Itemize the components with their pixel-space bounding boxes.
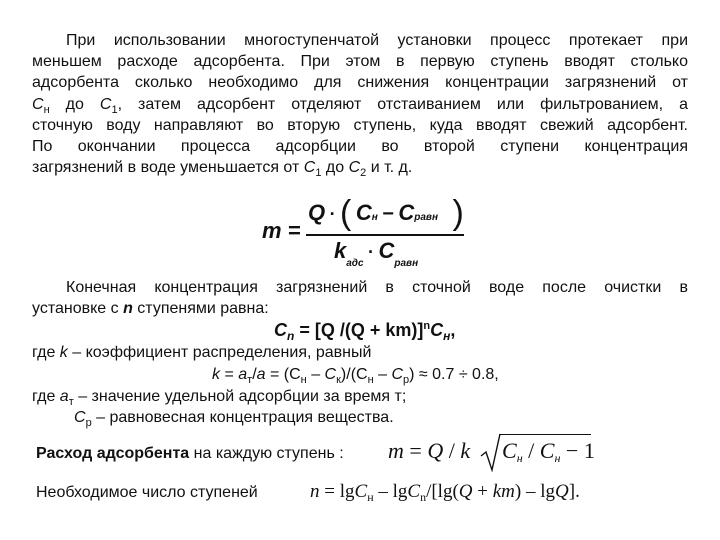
text-line: меньшем расходе адсорбента. При этом в первую ступень вводят столько: [32, 53, 688, 71]
formula-numerator: Q · ( Cн − Cравн ): [308, 194, 464, 232]
consumption-label: Расход адсорбента на каждую ступень :: [36, 445, 344, 462]
paragraph-intro: [32, 30, 688, 178]
formula-denominator: $k_{адс} \cdot C_{равн}$: [334, 238, 419, 269]
sqrt-icon: [480, 432, 502, 472]
paragraph-final-concentration: [32, 277, 688, 319]
stages-formula: n = lgC$_н$ – lgC$_n$/[lg(Q + km) – lgQ].: [310, 481, 580, 504]
text-line: загрязнений в воде уменьшается от $С_1$ до $С_2$ и т. д.: [32, 159, 413, 180]
k-formula: $k = a_т/a = (С_н - С_к)/(С_н - С_р) \approx 0.7 \div 0.8$,: [212, 366, 499, 386]
text-line: сточную воду направляют во вторую ступень, куда вводят свежий адсорбент.: [32, 116, 688, 134]
consumption-formula: m = Q / k $C_н / C_н - 1$: [388, 432, 598, 472]
definition-c-p: $С_р$ – равновесная концентрация вещества.: [74, 409, 394, 429]
text-line: $С_н$ до $С_1$, затем адсорбент отделяют отстаиванием или фильтрованием, а: [32, 95, 689, 116]
sqrt-bar: [499, 434, 591, 435]
definition-k: где k – коэффициент распределения, равный: [32, 344, 372, 361]
formula-lhs: m =: [262, 218, 301, 243]
text-line: установке с n ступенями равна:: [32, 300, 269, 318]
stages-label: Необходимое число ступеней: [36, 484, 258, 501]
definition-a-t: где $a_т$ – значение удельной адсорбции за время т;: [32, 388, 407, 408]
final-concentration-formula: $C_n = [Q$ $/(Q + km)]^nC_н$,: [274, 320, 456, 343]
text-line: Конечная концентрация загрязнений в сточной воде после очистки в: [66, 279, 688, 296]
text-line: При использовании многоступенчатой установки процесс протекает при: [66, 32, 688, 49]
text-line: По окончании процесса адсорбции во второй ступени концентрация: [32, 138, 688, 156]
dose-formula: [258, 192, 478, 272]
text-line: адсорбента сколько необходимо для снижения концентрации загрязнений от: [32, 74, 688, 92]
fraction-bar: [306, 234, 464, 236]
